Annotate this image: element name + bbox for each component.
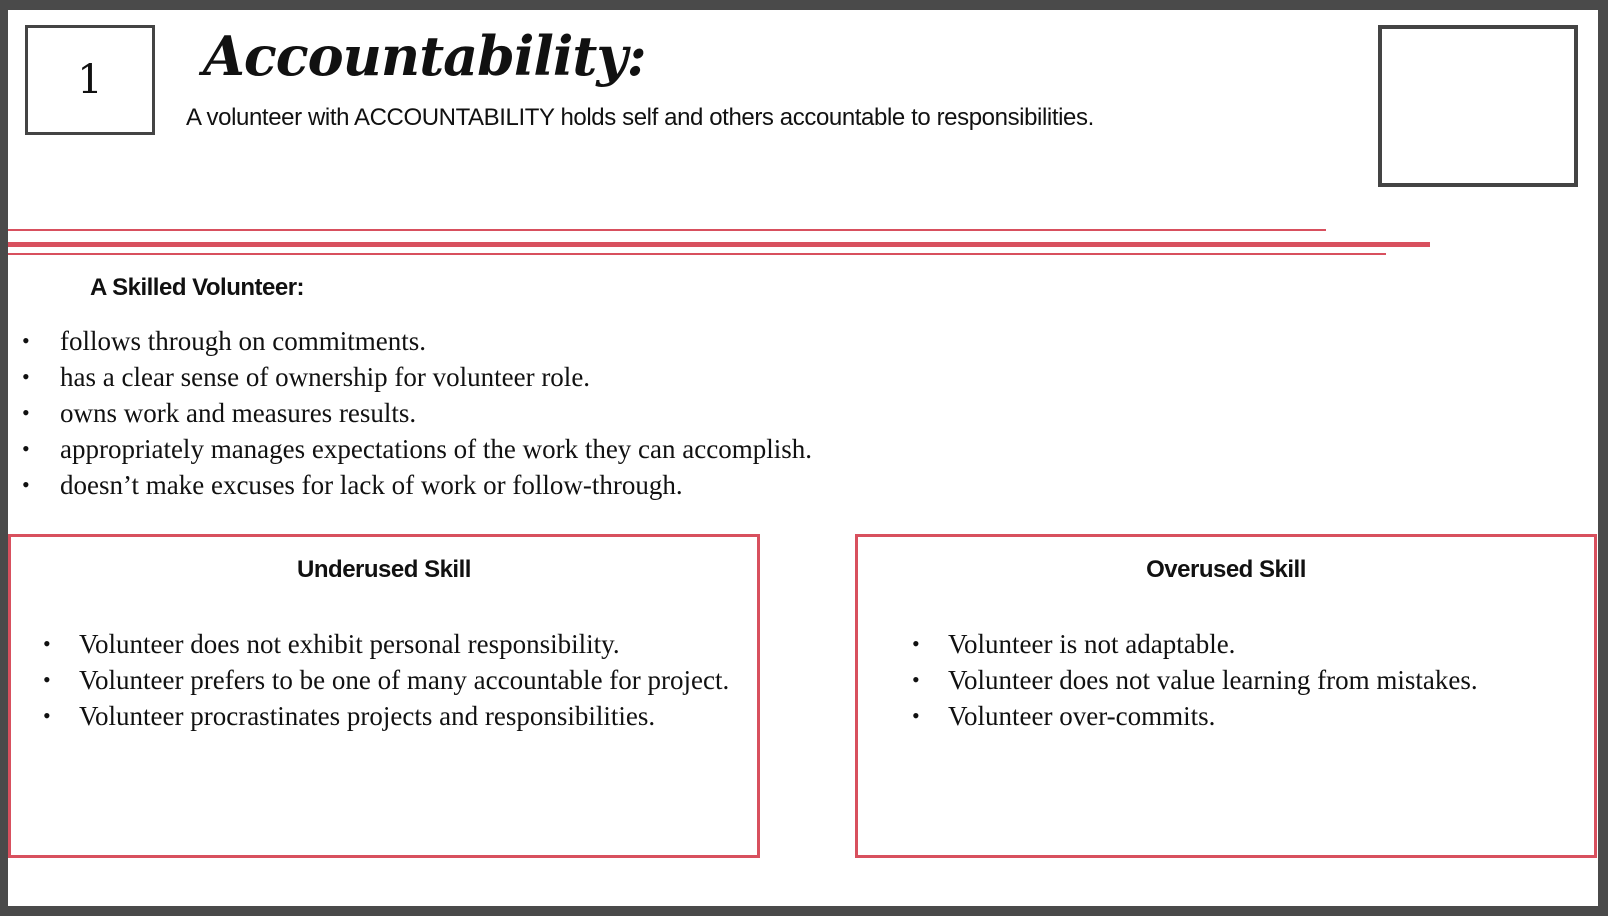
card-number-box [25,25,155,135]
divider-thin-top [8,229,1326,231]
overused-skill-heading: Overused Skill [1146,556,1306,583]
divider-thin-bottom [8,253,1386,255]
underused-skill-heading: Underused Skill [297,556,471,583]
list-item: • has a clear sense of ownership for volunteer role. [18,359,1018,395]
overused-skill-box [855,534,1597,858]
underused-skill-box [8,534,760,858]
list-item: • Volunteer does not value learning from mistakes. [908,662,1588,698]
list-item: • appropriately manages expectations of the work they can accomplish. [18,431,1018,467]
skill-card-page [8,10,1598,906]
card-subtitle: A volunteer with ACCOUNTABILITY holds self and others accountable to responsibilities. [186,104,1094,131]
list-item: • Volunteer over-commits. [908,698,1588,734]
card-number: 1 [77,57,103,103]
list-item: • owns work and measures results. [18,395,1018,431]
blank-corner-box [1378,25,1578,187]
list-item: • doesn’t make excuses for lack of work or follow-through. [18,467,1018,503]
list-item: • Volunteer is not adaptable. [908,626,1588,662]
list-item: • Volunteer procrastinates projects and responsibilities. [39,698,739,734]
skilled-volunteer-heading: A Skilled Volunteer: [90,274,305,301]
overused-skill-list [908,626,1588,734]
divider-thick [8,242,1430,247]
list-item: • follows through on commitments. [18,323,1018,359]
list-item: • Volunteer does not exhibit personal responsibility. [39,626,739,662]
card-title: Accountability: [203,24,646,88]
underused-skill-list [39,626,739,734]
skilled-volunteer-list [18,323,1018,503]
list-item: • Volunteer prefers to be one of many accountable for project. [39,662,739,698]
